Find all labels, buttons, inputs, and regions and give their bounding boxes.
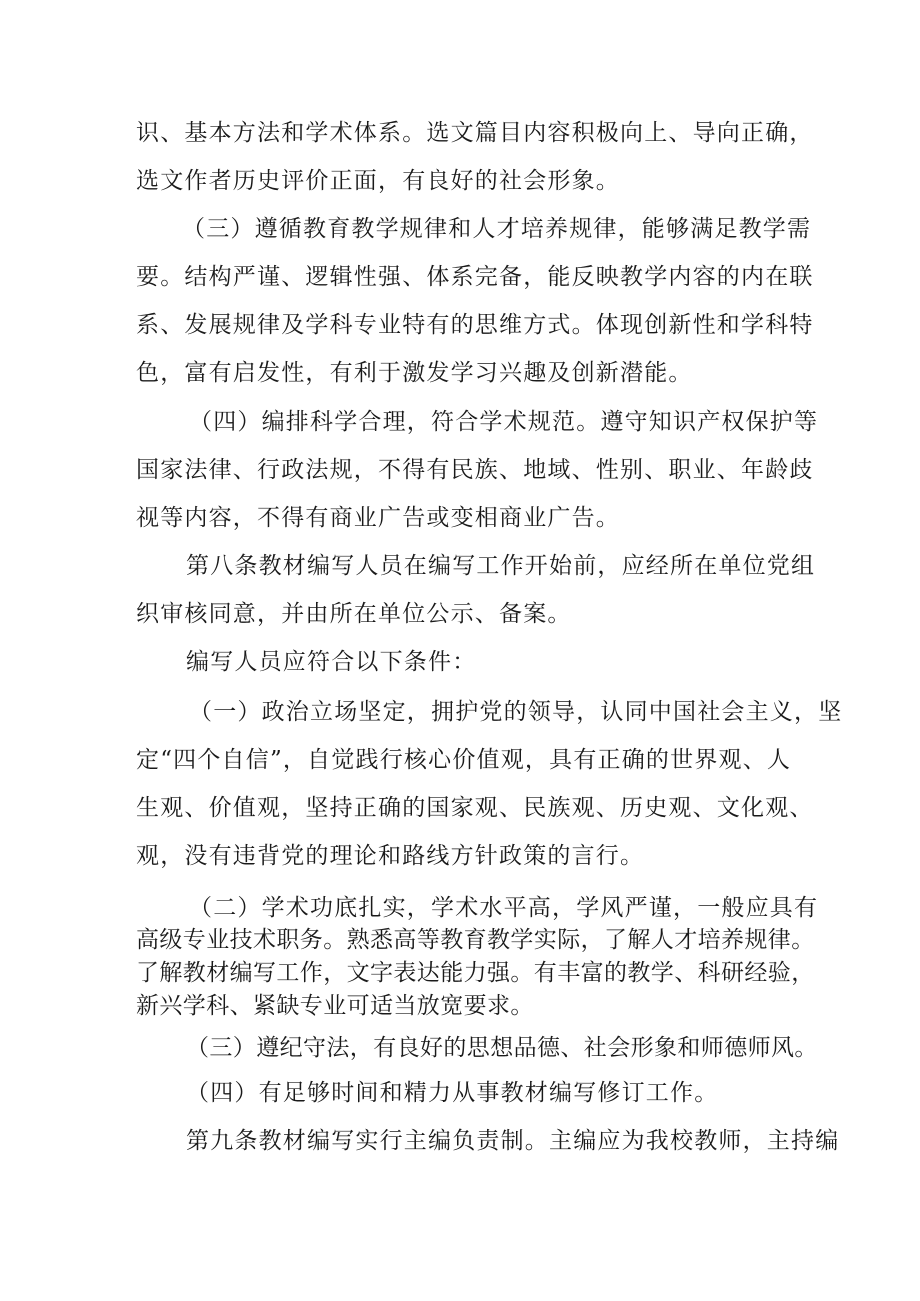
text-line-18: 高级专业技术职务。熟悉高等教育教学实际，了解人才培养规律。 [136,927,815,953]
text-line-23: 第九条教材编写实行主编负责制。主编应为我校教师，主持编 [186,1128,840,1154]
text-line-6: 色，富有启发性，有利于激发学习兴趣及创新潜能。 [136,360,693,386]
text-line-5: 系、发展规律及学科专业特有的思维方式。体现创新性和学科特 [136,312,814,338]
text-line-4: 要。结构严谨、逻辑性强、体系完备，能反映教学内容的内在联 [136,264,814,290]
text-line-21: （三）遵纪守法，有良好的思想品德、社会形象和师德师风。 [186,1035,818,1061]
text-line-15: 生观、价值观，坚持正确的国家观、民族观、历史观、文化观、 [136,795,814,821]
text-line-16: 观，没有违背党的理论和路线方针政策的言行。 [136,843,645,869]
text-line-11: 织审核同意，并由所在单位公示、备案。 [136,601,572,627]
text-line-8: 国家法律、行政法规，不得有民族、地域、性别、职业、年龄歧 [136,457,814,483]
text-line-14: 定“四个自信”，自觉践行核心价值观，具有正确的世界观、人 [136,747,792,773]
text-line-22: （四）有足够时间和精力从事教材编写修订工作。 [186,1080,719,1106]
text-line-19: 了解教材编写工作，文字表达能力强。有丰富的教学、科研经验， [136,960,815,986]
text-line-2: 选文作者历史评价正面，有良好的社会形象。 [136,168,620,194]
text-line-3: （三）遵循教育教学规律和人才培养规律，能够满足教学需 [182,216,812,242]
text-line-7: （四）编排科学合理，符合学术规范。遵守知识产权保护等 [189,409,819,435]
text-line-13: （一）政治立场坚定，拥护党的领导，认同中国社会主义，坚 [189,699,843,725]
text-line-9: 视等内容，不得有商业广告或变相商业广告。 [136,505,620,531]
text-line-1: 识、基本方法和学术体系。选文篇目内容积极向上、导向正确， [136,120,814,146]
text-line-17: （二）学术功底扎实，学术水平高，学风严谨，一般应具有 [189,895,819,921]
text-line-10: 第八条教材编写人员在编写工作开始前，应经所在单位党组 [186,553,816,579]
text-line-20: 新兴学科、紧缺专业可适当放宽要求。 [136,993,534,1019]
text-line-12: 编写人员应符合以下条件： [186,649,477,675]
